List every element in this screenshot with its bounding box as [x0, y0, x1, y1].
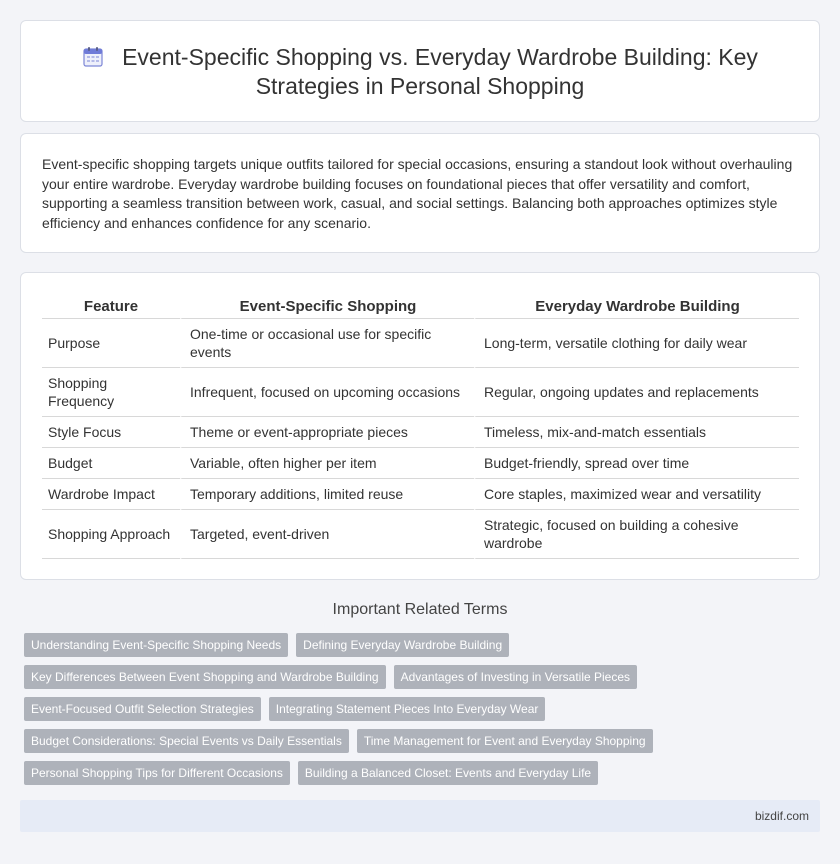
footer: [20, 800, 820, 832]
table-row: [42, 368, 799, 417]
table-row: [42, 479, 799, 510]
table-cell: Regular, ongoing updates and replacements: [474, 368, 799, 417]
comparison-table: [42, 295, 799, 559]
footer-brand[interactable]: bizdif.com: [754, 809, 809, 823]
comparison-card: [20, 272, 820, 580]
related-term-tag[interactable]: Integrating Statement Pieces Into Everyday Wear: [269, 697, 546, 721]
table-row: [42, 510, 799, 559]
related-terms-title: Important Related Terms: [332, 601, 508, 618]
title-card: [20, 20, 820, 122]
table-cell: Wardrobe Impact: [42, 479, 180, 510]
table-row: [42, 319, 799, 368]
related-term-tag[interactable]: Time Management for Event and Everyday Shopping: [357, 729, 653, 753]
table-cell: Budget-friendly, spread over time: [474, 448, 799, 479]
related-term-tag[interactable]: Advantages of Investing in Versatile Pieces: [394, 665, 637, 689]
table-row: [42, 448, 799, 479]
related-term-tag[interactable]: Event-Focused Outfit Selection Strategies: [24, 697, 261, 721]
title-line-2: Strategies in Personal Shopping: [255, 73, 585, 99]
page-title: [21, 43, 819, 101]
related-terms-list: [24, 633, 816, 793]
table-cell: Infrequent, focused on upcoming occasions: [180, 368, 474, 417]
title-line-1: Event-Specific Shopping vs. Everyday Wardrobe Building: Key: [122, 44, 758, 70]
table-cell: Temporary additions, limited reuse: [180, 479, 474, 510]
table-cell: Theme or event-appropriate pieces: [180, 417, 474, 448]
header-event-specific: Event-Specific Shopping: [180, 295, 474, 319]
related-term-tag[interactable]: Budget Considerations: Special Events vs Daily Essentials: [24, 729, 349, 753]
calendar-icon: [82, 46, 104, 68]
table-cell: Variable, often higher per item: [180, 448, 474, 479]
related-term-tag[interactable]: Building a Balanced Closet: Events and Everyday Life: [298, 761, 598, 785]
table-cell: Strategic, focused on building a cohesive wardrobe: [474, 510, 799, 559]
table-cell: Shopping Frequency: [42, 368, 180, 417]
table-cell: One-time or occasional use for specific events: [180, 319, 474, 368]
related-term-tag[interactable]: Understanding Event-Specific Shopping Needs: [24, 633, 288, 657]
table-cell: Core staples, maximized wear and versatility: [474, 479, 799, 510]
intro-text: Event-specific shopping targets unique outfits tailored for special occasions, ensuring a standout look without overhauling your entire wardrobe. Everyday wardrobe building focuses on foundational pieces that offer versatility and comfort, supporting a seamless transition between work, casual, and social settings. Balancing both approaches optimizes style efficiency and enhances confidence for any scenario.: [42, 156, 793, 231]
table-header-row: [42, 295, 799, 319]
table-cell: Shopping Approach: [42, 510, 180, 559]
intro-card: [20, 133, 820, 253]
table-cell: Purpose: [42, 319, 180, 368]
table-cell: Targeted, event-driven: [180, 510, 474, 559]
related-term-tag[interactable]: Personal Shopping Tips for Different Occasions: [24, 761, 290, 785]
table-cell: Style Focus: [42, 417, 180, 448]
header-everyday: Everyday Wardrobe Building: [474, 295, 799, 319]
table-cell: Budget: [42, 448, 180, 479]
table-cell: Long-term, versatile clothing for daily wear: [474, 319, 799, 368]
table-cell: Timeless, mix-and-match essentials: [474, 417, 799, 448]
header-feature: Feature: [42, 295, 180, 319]
related-term-tag[interactable]: Key Differences Between Event Shopping and Wardrobe Building: [24, 665, 386, 689]
related-term-tag[interactable]: Defining Everyday Wardrobe Building: [296, 633, 509, 657]
table-row: [42, 417, 799, 448]
